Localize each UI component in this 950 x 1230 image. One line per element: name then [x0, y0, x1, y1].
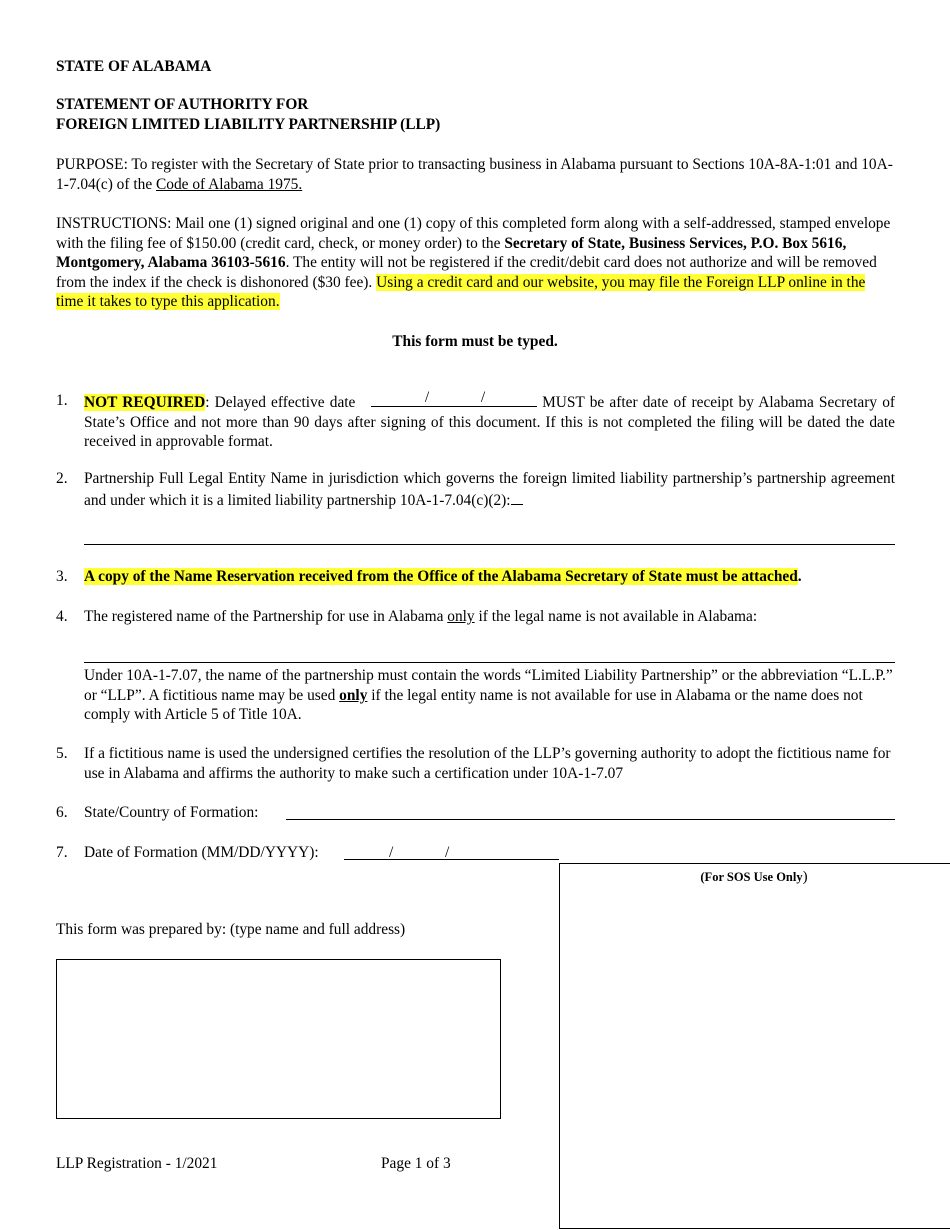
form-id-footer: LLP Registration - 1/2021 [56, 1155, 218, 1172]
item1-colon: : [205, 394, 210, 411]
not-required-label: NOT REQUIRED [84, 394, 206, 411]
item6-number: 6. [56, 804, 68, 821]
page-number: Page 1 of 3 [381, 1155, 451, 1172]
form-title-line1: STATEMENT OF AUTHORITY FOR [56, 96, 309, 113]
item4-text [84, 607, 895, 627]
delayed-effective-date-field[interactable] [371, 391, 537, 407]
item4-text-after: if the legal name is not available in Alabama: [474, 608, 758, 625]
item1-condition: MUST be after date of receipt by Alabama Secretary of State’s Office and not more than 90 days after signing of this document. If this is not completed the filing will be dated the date received in approvable format. [84, 394, 896, 451]
code-of-alabama-reference: Code of Alabama 1975. [156, 175, 303, 193]
form-title-line2: FOREIGN LIMITED LIABILITY PARTNERSHIP (LLP) [56, 115, 441, 133]
item4-note-only: only [339, 686, 368, 704]
mailing-address: Secretary of State, Business Services, P.O. Box 5616, Montgomery, Alabama 36103-5616 [56, 234, 847, 272]
item4-only: only [447, 608, 475, 625]
must-be-typed-notice: This form must be typed. [392, 333, 558, 350]
item1-label: Delayed effective date [209, 394, 356, 411]
formation-date-slash-1: / [389, 844, 394, 861]
item3-number: 3. [56, 568, 68, 585]
legal-name-inline-field[interactable] [511, 489, 523, 505]
online-filing-note: Using a credit card and our website, you may file the Foreign LLP online in the time it takes to type this application. [56, 273, 866, 311]
name-reservation-requirement: A copy of the Name Reservation received from the Office of the Alabama Secretary of State must be attached [84, 568, 798, 585]
item4-number: 4. [56, 608, 68, 625]
item4-name-requirements-note [84, 666, 895, 725]
formation-date-slash-2: / [445, 844, 450, 861]
purpose-paragraph [56, 155, 896, 194]
item1-number: 1. [56, 392, 68, 409]
prepared-by-box[interactable] [56, 959, 501, 1119]
date-slash-2: / [480, 389, 486, 406]
sos-label-paren: ) [802, 869, 808, 885]
instructions-paragraph [56, 214, 896, 312]
item2-number: 2. [56, 470, 68, 487]
date-slash-1: / [424, 389, 430, 406]
purpose-text: PURPOSE: To register with the Secretary of State prior to transacting business in Alabama pursuant to Sections 10A-8A-1:01 and 10A-1-7.04(c) of the [56, 156, 893, 193]
instructions-text-2: . The entity will not be registered if the credit/debit card does not authorize and will be removed from the index if the check is dishonored ($30 fee). [56, 254, 877, 291]
legal-entity-name-line[interactable] [84, 544, 895, 545]
item7-label: Date of Formation (MM/DD/YYYY): [84, 844, 319, 861]
instructions-text-1: INSTRUCTIONS: Mail one (1) signed original and one (1) copy of this completed form along with a self-addressed, stamped envelope with the filing fee of $150.00 (credit card, check, or money order) to the [56, 215, 891, 252]
item5-text: If a fictitious name is used the undersigned certifies the resolution of the LLP’s governing authority to adopt the fictitious name for use in Alabama and affirms the authority to make such a certification under 10A-1-7.07 [84, 745, 891, 782]
sos-use-only-label [560, 868, 948, 888]
item1-text [84, 391, 895, 452]
item2-label: Partnership Full Legal Entity Name in jurisdiction which governs the foreign limited liability partnership’s partnership agreement and under which it is a limited liability partnership 10A-1-7.04(c)(2): [84, 470, 895, 509]
prepared-by-label: This form was prepared by: (type name and full address) [56, 921, 406, 938]
item4-note-part2: if the legal entity name is not available for use in Alabama or the name does not comply with Article 5 of Title 10A. [84, 686, 863, 724]
registered-name-line[interactable] [84, 662, 895, 663]
item2-text [84, 469, 895, 510]
sos-use-only-box [559, 863, 950, 1229]
item5-number: 5. [56, 745, 68, 762]
date-of-formation-field[interactable] [344, 843, 559, 860]
form-title [56, 95, 896, 134]
item4-text-before: The registered name of the Partnership for use in Alabama [84, 608, 448, 625]
item7-number: 7. [56, 844, 68, 861]
item4-note-part1: Under 10A-1-7.07, the name of the partnership must contain the words “Limited Liability Partnership” or the abbreviation “L.L.P.” or “LLP”. A fictitious name may be used [84, 667, 893, 704]
item6-label: State/Country of Formation: [84, 804, 259, 821]
item3-period: . [797, 568, 802, 585]
sos-label-text: (For SOS Use Only [700, 870, 803, 884]
state-heading: STATE OF ALABAMA [56, 58, 212, 75]
state-country-of-formation-field[interactable] [286, 819, 895, 820]
item3-text [84, 567, 895, 587]
